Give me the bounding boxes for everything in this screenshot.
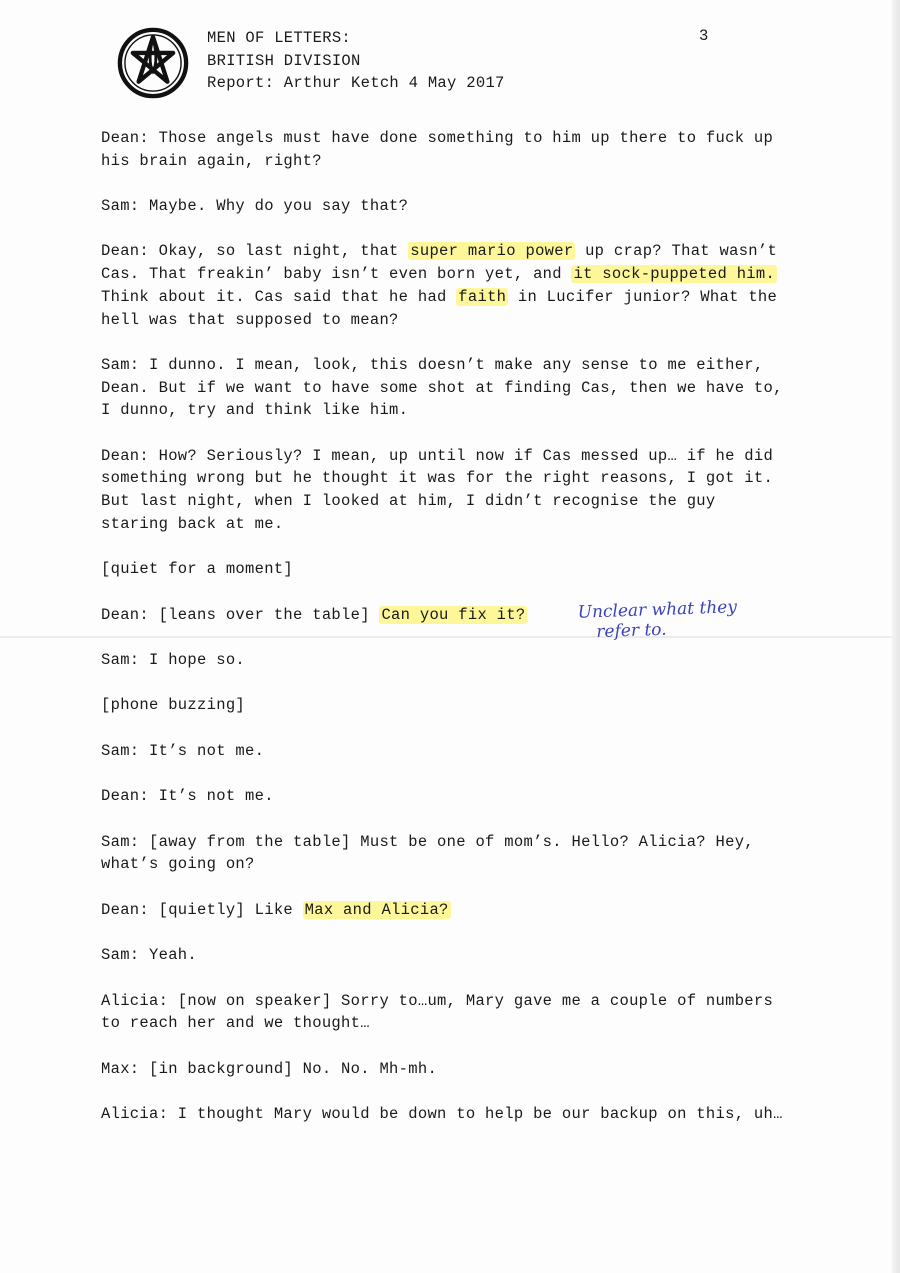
transcript-text: Sam: I hope so. bbox=[101, 651, 246, 670]
transcript-text: Alicia: I thought Mary would be down to help be our backup on this, uh… bbox=[101, 1104, 783, 1123]
transcript-paragraph bbox=[101, 740, 791, 763]
report-header bbox=[207, 27, 505, 95]
transcript-paragraph bbox=[101, 558, 791, 581]
transcript-text: Sam: I dunno. I mean, look, this doesn’t make any sense to me either, Dean. But if we want to have some shot at finding Cas, then we have to, I dunno, try and think like him. bbox=[101, 355, 783, 420]
transcript-text: Think about it. Cas said that he had bbox=[101, 287, 457, 306]
transcript-text: up crap? That wasn’t Cas. That freakin’ baby isn’t even born yet, and bbox=[101, 242, 778, 284]
transcript-text: Dean: Those angels must have done something to him up there to fuck up his brain again, right? bbox=[101, 129, 774, 170]
highlighted-phrase: Can you fix it? bbox=[381, 605, 526, 624]
highlighted-phrase: super mario power bbox=[410, 242, 574, 261]
header-report-line: Report: Arthur Ketch 4 May 2017 bbox=[207, 74, 505, 92]
transcript-paragraph bbox=[101, 240, 791, 331]
transcript-text: Dean: [quietly] Like bbox=[101, 900, 303, 919]
transcript-paragraph bbox=[101, 649, 791, 672]
transcript-paragraph bbox=[101, 694, 791, 717]
transcript-text: [phone buzzing] bbox=[101, 696, 246, 715]
paper-edge-shadow bbox=[892, 0, 900, 1273]
annotation-line-1: Unclear what they bbox=[577, 597, 738, 623]
highlighted-phrase: faith bbox=[458, 287, 507, 306]
highlighted-phrase: Max and Alicia? bbox=[304, 900, 449, 919]
transcript-text: Dean: How? Seriously? I mean, up until now if Cas messed up… if he did something wrong but he thought it was for the right reasons, I got it. But last night, when I looked at him, I didn’t recognise the guy staring back at me. bbox=[101, 446, 774, 533]
transcript-text: Sam: [away from the table] Must be one of mom’s. Hello? Alicia? Hey, what’s going on? bbox=[101, 832, 754, 874]
transcript-paragraph bbox=[101, 990, 791, 1035]
highlighted-phrase: it sock-puppeted him. bbox=[573, 265, 776, 284]
transcript-paragraph bbox=[101, 354, 791, 422]
transcript-text: Dean: It’s not me. bbox=[101, 787, 274, 806]
unicursal-hexagram-icon bbox=[117, 27, 189, 99]
header-org-name: MEN OF LETTERS: bbox=[207, 29, 352, 47]
page-number: 3 bbox=[699, 27, 709, 45]
transcript-paragraph bbox=[101, 831, 791, 876]
transcript-paragraph bbox=[101, 899, 791, 922]
transcript-text: Sam: It’s not me. bbox=[101, 741, 265, 760]
transcript-paragraph bbox=[101, 944, 791, 967]
transcript-paragraph bbox=[101, 195, 791, 218]
transcript-text: Dean: Okay, so last night, that bbox=[101, 242, 409, 261]
transcript-paragraph bbox=[101, 1058, 791, 1081]
transcript-text: Alicia: [now on speaker] Sorry to…um, Mary gave me a couple of numbers to reach her and we thought… bbox=[101, 991, 774, 1033]
transcript-text: Max: [in background] No. No. Mh-mh. bbox=[101, 1059, 438, 1078]
handwritten-annotation bbox=[577, 597, 738, 643]
transcript-text: Sam: Yeah. bbox=[101, 946, 198, 965]
transcript-text: [quiet for a moment] bbox=[101, 560, 294, 579]
transcript-text: in Lucifer junior? What the hell was that supposed to mean? bbox=[101, 287, 778, 329]
header-division: BRITISH DIVISION bbox=[207, 51, 361, 70]
transcript-paragraph bbox=[101, 785, 791, 808]
annotation-line-2: refer to. bbox=[596, 619, 667, 643]
transcript-paragraph bbox=[101, 1103, 791, 1126]
transcript-paragraph bbox=[101, 127, 791, 172]
transcript-text: Dean: [leans over the table] bbox=[101, 605, 380, 624]
transcript-text: Sam: Maybe. Why do you say that? bbox=[101, 197, 409, 216]
transcript-paragraph bbox=[101, 445, 791, 536]
